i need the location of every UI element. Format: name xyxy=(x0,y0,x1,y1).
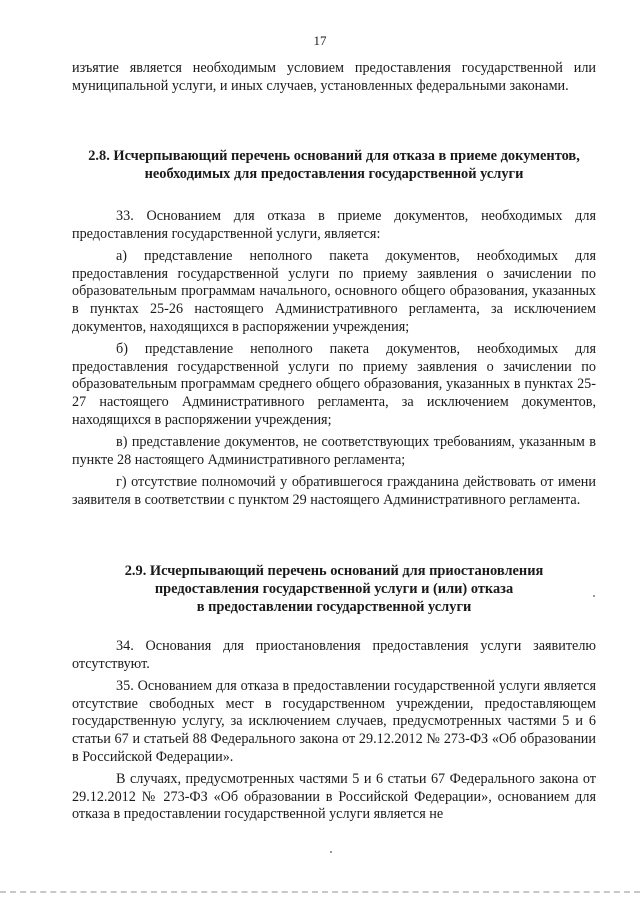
section-2-9-body xyxy=(72,638,596,824)
section-2-8-heading-line2: необходимых для предоставления государственной услуги xyxy=(144,165,524,182)
section-2-8-body xyxy=(72,208,596,510)
page-number: 17 xyxy=(313,33,327,48)
scan-speck xyxy=(593,595,595,597)
list-item-b: б) представление неполного пакета документов, необходимых для предоставления государственной услуги по приему заявления о зачислении по образовательным программам среднего общего образования, указанных в пунктах 25-27 настоящего Административного регламента, за исключением документов, находящихся в распоряжении учреждения; xyxy=(72,341,596,428)
section-2-8-heading-line1: 2.8. Исчерпывающий перечень оснований для отказа в приеме документов, xyxy=(88,148,580,164)
section-2-9-heading-line3: в предоставлении государственной услуги xyxy=(196,598,472,615)
section-2-9-heading-line1: 2.9. Исчерпывающий перечень оснований для приостановления xyxy=(124,563,544,579)
list-item-v: в) представление документов, не соответствующих требованиям, указанным в пункте 28 настоящего Административного регламента; xyxy=(72,434,596,468)
paragraph-34: 34. Основания для приостановления предоставления услуги заявителю отсутствуют. xyxy=(72,638,596,672)
scan-edge-artifact xyxy=(0,891,640,899)
intro-paragraph: изъятие является необходимым условием предоставления государственной или муниципальной услуги, и иных случаев, установленных федеральными законами. xyxy=(72,60,596,94)
paragraph-35: 35. Основанием для отказа в предоставлении государственной услуги является отсутствие свободных мест в государственном учреждении, предоставляющем государственную услугу, за исключением случаев, предусмотренных частями 5 и 6 статьи 67 и статьей 88 Федерального закона от 29.12.2012 № 273-ФЗ «Об образовании в Российской Федерации». xyxy=(72,678,596,765)
list-item-a: а) представление неполного пакета документов, необходимых для предоставления государственной услуги по приему заявления о зачислении по образовательным программам начального, основного общего образования, указанных в пунктах 25-26 настоящего Административного регламента, за исключением документов, находящихся в распоряжении учреждения; xyxy=(72,248,596,335)
paragraph-33: 33. Основанием для отказа в приеме документов, необходимых для предоставления государственной услуги, является: xyxy=(72,208,596,242)
paragraph-cases: В случаях, предусмотренных частями 5 и 6 статьи 67 Федерального закона от 29.12.2012 № 273-ФЗ «Об образовании в Российской Федерации», основанием для отказа в предоставлении государственной услуги является не xyxy=(72,771,596,823)
section-2-9-heading xyxy=(72,563,596,616)
scan-speck xyxy=(330,851,332,853)
section-2-9-heading-line2: предоставления государственной услуги и (или) отказа xyxy=(154,580,514,597)
list-item-g: г) отсутствие полномочий у обратившегося гражданина действовать от имени заявителя в соответствии с пунктом 29 настоящего Административного регламента. xyxy=(72,474,596,508)
section-2-8-heading xyxy=(72,148,596,184)
